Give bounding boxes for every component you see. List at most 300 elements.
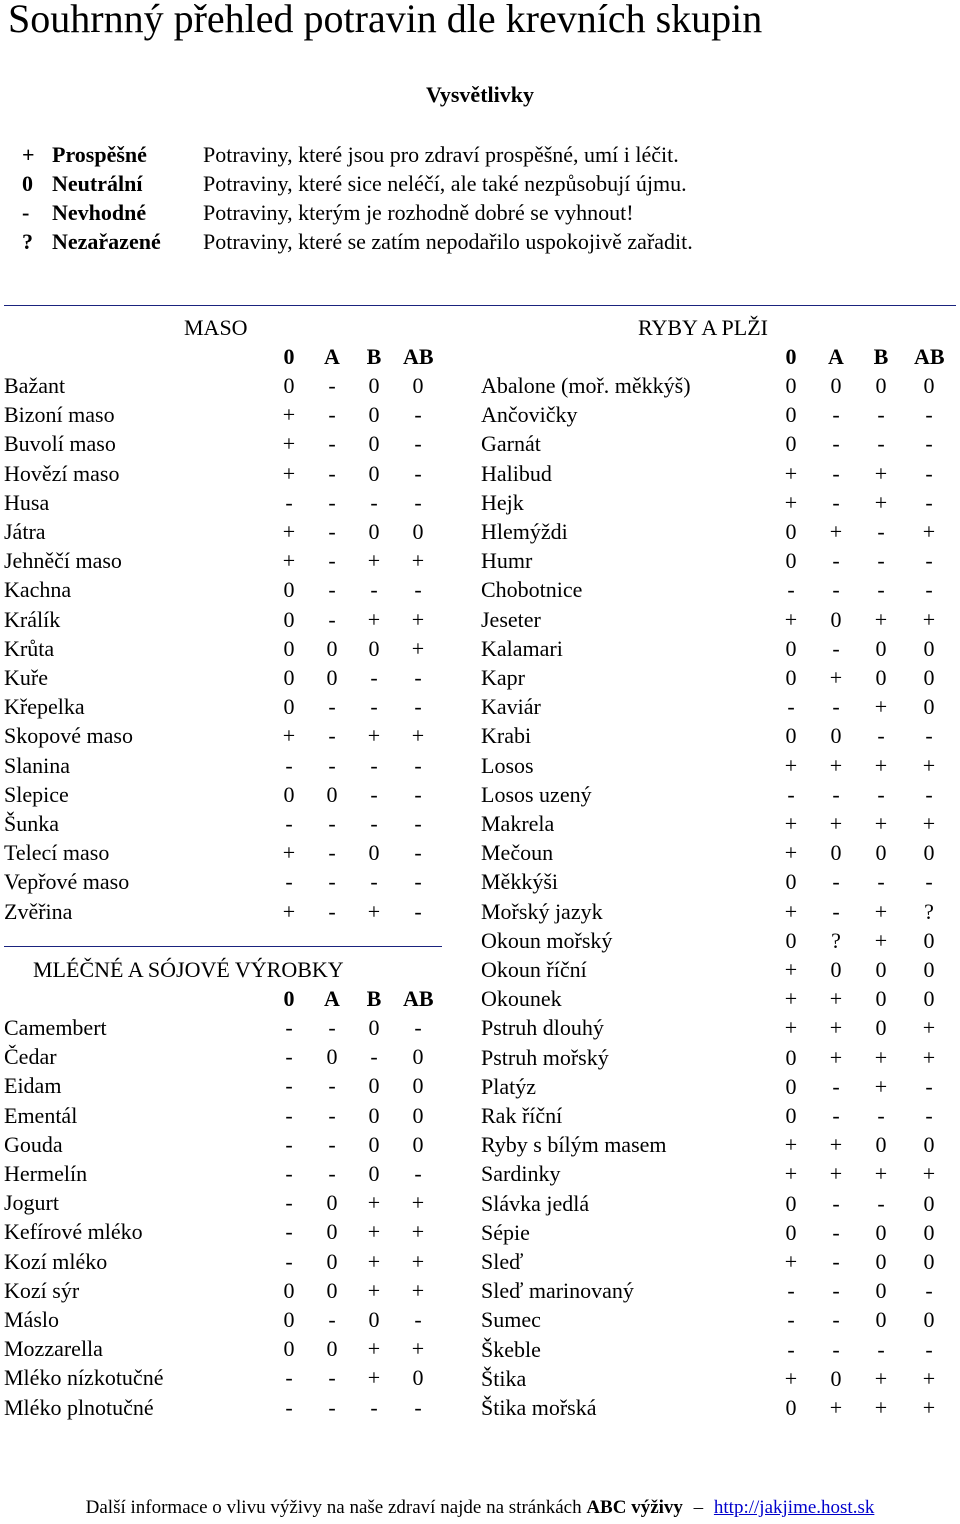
rating-cell: - xyxy=(285,1073,293,1099)
food-name: Jogurt xyxy=(4,1190,59,1216)
rating-cell: + xyxy=(784,986,798,1012)
rating-cell: 0 xyxy=(923,1249,935,1274)
rating-cell: - xyxy=(414,840,422,866)
rating-cell: + xyxy=(784,811,798,836)
rating-cell: + xyxy=(282,431,296,457)
rating-cell: + xyxy=(829,519,843,544)
rating-cell: 0 xyxy=(923,1190,935,1216)
rating-cell: - xyxy=(832,869,840,895)
rating-cell: - xyxy=(877,781,885,807)
rating-cell: + xyxy=(784,1015,798,1041)
rating-cell: 0 xyxy=(785,1044,797,1070)
food-name: Mořský jazyk xyxy=(481,898,603,924)
rating-cell: - xyxy=(328,1161,336,1186)
rating-cell: + xyxy=(784,460,798,486)
food-name: Slávka jedlá xyxy=(481,1190,590,1216)
rating-cell: - xyxy=(328,723,336,749)
rating-cell: 0 xyxy=(368,431,380,457)
rating-cell: + xyxy=(922,1395,936,1420)
rating-cell: 0 xyxy=(283,1307,295,1332)
rating-cell: 0 xyxy=(368,1307,380,1332)
rating-cell: 0 xyxy=(923,957,935,982)
food-name: Gouda xyxy=(4,1131,63,1157)
food-name: Husa xyxy=(4,489,50,515)
food-name: Buvolí maso xyxy=(4,431,116,457)
rating-cell: 0 xyxy=(368,1102,380,1128)
legend-symbol: 0 xyxy=(22,171,33,196)
rating-cell: - xyxy=(285,1248,293,1274)
rating-cell: 0 xyxy=(368,1073,380,1099)
rating-cell: + xyxy=(784,1365,798,1391)
rating-cell: + xyxy=(784,606,798,632)
rating-cell: + xyxy=(874,1073,888,1099)
rating-cell: - xyxy=(832,1073,840,1099)
rating-cell: + xyxy=(922,1015,936,1041)
section-title-ryby: RYBY A PLŽI xyxy=(638,315,768,340)
rating-cell: - xyxy=(328,1102,336,1128)
rating-cell: 0 xyxy=(412,1131,424,1157)
food-name: Křepelka xyxy=(4,694,85,720)
food-name: Kefírové mléko xyxy=(4,1219,143,1245)
rating-cell: - xyxy=(328,840,336,866)
rating-cell: - xyxy=(832,577,840,603)
rating-cell: - xyxy=(832,402,840,428)
food-name: Sardinky xyxy=(481,1161,561,1187)
food-name: Vepřové maso xyxy=(4,869,130,895)
legend-symbol: + xyxy=(22,142,35,167)
rating-cell: + xyxy=(411,635,425,661)
rating-cell: - xyxy=(414,752,422,778)
rating-cell: 0 xyxy=(283,635,295,661)
food-name: Šunka xyxy=(4,811,59,836)
rating-cell: 0 xyxy=(785,1395,797,1420)
rating-cell: - xyxy=(285,489,293,515)
rating-cell: 0 xyxy=(785,1190,797,1216)
rating-cell: - xyxy=(925,489,933,515)
rating-cell: - xyxy=(285,811,293,836)
rating-cell: - xyxy=(787,1336,795,1362)
rating-cell: 0 xyxy=(368,1161,380,1186)
rating-cell: 0 xyxy=(283,665,295,690)
rating-cell: + xyxy=(411,723,425,749)
rating-cell: 0 xyxy=(830,606,842,632)
rating-cell: - xyxy=(832,1249,840,1274)
legend-name: Nevhodné xyxy=(52,200,147,225)
rating-cell: + xyxy=(282,840,296,866)
rating-cell: 0 xyxy=(412,1365,424,1391)
rating-cell: + xyxy=(784,1132,798,1158)
food-name: Kalamari xyxy=(481,635,563,661)
rating-cell: - xyxy=(285,752,293,778)
food-name: Sépie xyxy=(481,1219,530,1245)
food-name: Játra xyxy=(4,519,46,544)
rating-cell: + xyxy=(411,1336,425,1362)
rating-cell: - xyxy=(370,577,378,603)
rating-cell: 0 xyxy=(785,723,797,749)
rating-cell: - xyxy=(832,781,840,807)
rating-cell: 0 xyxy=(326,1219,338,1245)
food-name: Kozí sýr xyxy=(4,1277,80,1303)
rating-cell: - xyxy=(787,1278,795,1304)
food-name: Hermelín xyxy=(4,1161,88,1186)
rating-cell: 0 xyxy=(368,460,380,486)
food-name: Losos uzený xyxy=(481,781,592,807)
legend-symbol: ? xyxy=(22,229,33,254)
food-name: Slepice xyxy=(4,781,69,807)
rating-cell: - xyxy=(285,1131,293,1157)
food-name: Kachna xyxy=(4,577,72,603)
rating-cell: - xyxy=(787,1307,795,1333)
rating-cell: - xyxy=(877,548,885,574)
rating-cell: - xyxy=(414,431,422,457)
rating-cell: - xyxy=(832,548,840,574)
rating-cell: + xyxy=(874,1044,888,1070)
rating-cell: + xyxy=(922,1044,936,1070)
rating-cell: 0 xyxy=(923,927,935,953)
rating-cell: + xyxy=(829,1132,843,1158)
food-name: Rak říční xyxy=(481,1103,563,1128)
food-name: Losos xyxy=(481,752,534,778)
rating-cell: + xyxy=(829,1161,843,1187)
food-name: Pstruh dlouhý xyxy=(481,1015,604,1041)
rating-cell: - xyxy=(414,577,422,603)
rating-cell: - xyxy=(328,694,336,720)
blood-group-label: AB xyxy=(403,986,434,1011)
food-name: Makrela xyxy=(481,811,555,836)
rating-cell: - xyxy=(328,548,336,574)
rating-cell: + xyxy=(282,402,296,428)
rating-cell: + xyxy=(282,548,296,574)
rating-cell: - xyxy=(925,869,933,895)
rating-cell: - xyxy=(370,694,378,720)
food-name: Čedar xyxy=(4,1044,57,1070)
rating-cell: - xyxy=(328,752,336,778)
food-name: Bažant xyxy=(4,373,66,398)
rating-cell: - xyxy=(328,1131,336,1157)
blood-group-label: A xyxy=(828,344,844,369)
section-title-maso: MASO xyxy=(184,315,248,340)
rating-cell: - xyxy=(285,869,293,895)
rating-cell: - xyxy=(877,577,885,603)
rating-cell: 0 xyxy=(785,373,797,398)
rating-cell: - xyxy=(925,723,933,749)
rating-cell: - xyxy=(877,519,885,544)
rating-cell: - xyxy=(832,898,840,924)
rating-cell: ? xyxy=(924,898,934,924)
rating-cell: - xyxy=(877,402,885,428)
food-name: Máslo xyxy=(4,1307,59,1332)
rating-cell: 0 xyxy=(283,577,295,603)
food-name: Štika xyxy=(481,1365,527,1391)
rating-cell: 0 xyxy=(875,1249,887,1274)
legend-name: Neutrální xyxy=(52,171,143,196)
rating-cell: - xyxy=(877,431,885,457)
rating-cell: 0 xyxy=(368,1131,380,1157)
rating-cell: - xyxy=(832,431,840,457)
blood-group-label: A xyxy=(324,986,340,1011)
rating-cell: - xyxy=(285,1219,293,1245)
rating-cell: 0 xyxy=(830,723,842,749)
rating-cell: 0 xyxy=(412,1073,424,1099)
rating-cell: + xyxy=(874,489,888,515)
rating-cell: 0 xyxy=(326,1044,338,1070)
rating-cell: - xyxy=(925,781,933,807)
rating-cell: - xyxy=(877,1336,885,1362)
rating-cell: - xyxy=(832,489,840,515)
rating-cell: 0 xyxy=(785,1103,797,1128)
rating-cell: - xyxy=(370,869,378,895)
rating-cell: - xyxy=(328,1307,336,1332)
footer xyxy=(0,1495,960,1521)
footer-text: Další informace o vlivu výživy na naše zdraví najde na stránkách xyxy=(85,1497,582,1518)
food-name: Camembert xyxy=(4,1015,107,1040)
rating-cell: 0 xyxy=(283,781,295,807)
rating-cell: + xyxy=(367,1190,381,1216)
rating-cell: 0 xyxy=(785,869,797,895)
rating-cell: + xyxy=(922,752,936,778)
rating-cell: + xyxy=(874,1161,888,1187)
rating-cell: - xyxy=(414,1161,422,1186)
rating-cell: - xyxy=(328,373,336,398)
rating-cell: - xyxy=(328,489,336,515)
rating-cell: + xyxy=(829,1044,843,1070)
rating-cell: + xyxy=(367,606,381,632)
rating-cell: + xyxy=(367,1219,381,1245)
rating-cell: + xyxy=(922,606,936,632)
rating-cell: + xyxy=(367,898,381,924)
rating-cell: - xyxy=(370,665,378,690)
food-name: Mléko plnotučné xyxy=(4,1394,154,1420)
rating-cell: - xyxy=(414,898,422,924)
food-name: Garnát xyxy=(481,431,541,457)
rating-cell: 0 xyxy=(412,1044,424,1070)
rating-cell: - xyxy=(328,519,336,544)
rating-cell: + xyxy=(784,752,798,778)
legend-desc: Potraviny, které sice neléčí, ale také nezpůsobují újmu. xyxy=(203,171,687,196)
rating-cell: + xyxy=(784,1161,798,1187)
rating-cell: 0 xyxy=(923,840,935,866)
legend-name: Nezařazené xyxy=(52,229,161,254)
rating-cell: - xyxy=(328,431,336,457)
rating-cell: 0 xyxy=(923,635,935,661)
food-name: Ančovičky xyxy=(481,402,578,428)
rating-cell: - xyxy=(877,1190,885,1216)
divider-middle xyxy=(4,946,442,947)
food-name: Okounek xyxy=(481,986,562,1012)
rating-cell: 0 xyxy=(412,373,424,398)
rating-cell: + xyxy=(829,986,843,1012)
food-name: Okoun říční xyxy=(481,957,587,982)
rating-cell: + xyxy=(829,1395,843,1420)
rating-cell: - xyxy=(285,1102,293,1128)
rating-cell: 0 xyxy=(923,665,935,690)
rating-cell: - xyxy=(328,811,336,836)
footer-link[interactable]: http://jakjime.host.sk xyxy=(713,1497,875,1518)
rating-cell: - xyxy=(414,1394,422,1420)
rating-cell: 0 xyxy=(368,373,380,398)
rating-cell: - xyxy=(328,898,336,924)
rating-cell: 0 xyxy=(923,373,935,398)
food-name: Hlemýždi xyxy=(481,519,568,544)
rating-cell: - xyxy=(285,1190,293,1216)
rating-cell: - xyxy=(414,665,422,690)
food-name: Jeseter xyxy=(481,606,541,632)
food-name: Mečoun xyxy=(481,840,554,866)
blood-group-label: B xyxy=(366,344,382,369)
rating-cell: + xyxy=(282,723,296,749)
rating-cell: 0 xyxy=(326,781,338,807)
rating-cell: - xyxy=(832,694,840,720)
rating-cell: + xyxy=(367,1277,381,1303)
food-name: Králík xyxy=(4,606,61,632)
food-name: Humr xyxy=(481,548,533,574)
food-name: Sumec xyxy=(481,1307,541,1333)
rating-cell: 0 xyxy=(412,519,424,544)
rating-cell: 0 xyxy=(283,373,295,398)
rating-cell: + xyxy=(829,811,843,836)
rating-cell: - xyxy=(832,1219,840,1245)
rating-cell: 0 xyxy=(785,1073,797,1099)
blood-group-label: 0 xyxy=(283,344,295,369)
rating-cell: - xyxy=(832,635,840,661)
rating-cell: 0 xyxy=(830,840,842,866)
rating-cell: + xyxy=(784,489,798,515)
rating-cell: - xyxy=(285,1394,293,1420)
rating-cell: + xyxy=(784,840,798,866)
rating-cell: - xyxy=(328,1394,336,1420)
rating-cell: - xyxy=(328,577,336,603)
rating-cell: + xyxy=(829,752,843,778)
rating-cell: - xyxy=(370,1394,378,1420)
rating-cell: - xyxy=(925,1336,933,1362)
rating-cell: 0 xyxy=(785,548,797,574)
rating-cell: + xyxy=(282,898,296,924)
rating-cell: - xyxy=(414,489,422,515)
divider-top xyxy=(4,305,956,306)
rating-cell: 0 xyxy=(283,1336,295,1362)
rating-cell: - xyxy=(925,402,933,428)
rating-cell: 0 xyxy=(875,1015,887,1041)
food-name: Bizoní maso xyxy=(4,402,115,428)
rating-cell: - xyxy=(832,1336,840,1362)
rating-cell: + xyxy=(784,898,798,924)
food-name: Kozí mléko xyxy=(4,1248,108,1274)
rating-cell: + xyxy=(922,519,936,544)
rating-cell: 0 xyxy=(785,927,797,953)
rating-cell: ? xyxy=(831,927,841,953)
rating-cell: - xyxy=(414,781,422,807)
rating-cell: 0 xyxy=(283,606,295,632)
rating-cell: 0 xyxy=(283,694,295,720)
rating-cell: - xyxy=(370,1044,378,1070)
food-name: Měkkýši xyxy=(481,869,558,895)
food-name: Telecí maso xyxy=(4,840,110,866)
rating-cell: 0 xyxy=(326,1277,338,1303)
blood-group-label: AB xyxy=(403,344,434,369)
rating-cell: 0 xyxy=(875,1132,887,1158)
rating-cell: + xyxy=(367,1336,381,1362)
rating-cell: + xyxy=(411,548,425,574)
rating-cell: - xyxy=(414,1015,422,1040)
rating-cell: - xyxy=(925,548,933,574)
rating-cell: + xyxy=(922,811,936,836)
page-title: Souhrnný přehled potravin dle krevních skupin xyxy=(8,0,763,41)
rating-cell: - xyxy=(370,811,378,836)
rating-cell: - xyxy=(832,1307,840,1333)
footer-dash: – xyxy=(693,1497,704,1518)
rating-cell: + xyxy=(874,1365,888,1391)
rating-cell: 0 xyxy=(785,635,797,661)
legend-desc: Potraviny, kterým je rozhodně dobré se vyhnout! xyxy=(203,200,634,225)
rating-cell: 0 xyxy=(368,840,380,866)
rating-cell: + xyxy=(874,898,888,924)
blood-group-label: A xyxy=(324,344,340,369)
blood-group-label: 0 xyxy=(283,986,295,1011)
rating-cell: 0 xyxy=(830,373,842,398)
rating-cell: - xyxy=(414,811,422,836)
food-name: Slanina xyxy=(4,752,70,778)
rating-cell: - xyxy=(285,1015,293,1040)
rating-cell: + xyxy=(282,519,296,544)
rating-cell: 0 xyxy=(785,402,797,428)
rating-cell: 0 xyxy=(368,635,380,661)
rating-cell: 0 xyxy=(326,1336,338,1362)
rating-cell: - xyxy=(328,1365,336,1391)
rating-cell: + xyxy=(874,1395,888,1420)
food-name: Ryby s bílým masem xyxy=(481,1132,667,1158)
rating-cell: + xyxy=(411,606,425,632)
rating-cell: + xyxy=(829,665,843,690)
rating-cell: + xyxy=(784,1249,798,1274)
rating-cell: - xyxy=(328,1015,336,1040)
rating-cell: - xyxy=(925,577,933,603)
rating-cell: 0 xyxy=(875,986,887,1012)
rating-cell: - xyxy=(787,781,795,807)
rating-cell: - xyxy=(925,431,933,457)
food-name: Sleď xyxy=(481,1249,524,1274)
rating-cell: 0 xyxy=(923,1132,935,1158)
rating-cell: - xyxy=(832,1278,840,1304)
rating-cell: - xyxy=(328,1073,336,1099)
rating-cell: 0 xyxy=(326,665,338,690)
legend-desc: Potraviny, které jsou pro zdraví prospěšné, umí i léčit. xyxy=(203,142,679,167)
rating-cell: 0 xyxy=(412,1102,424,1128)
rating-cell: - xyxy=(925,460,933,486)
food-name: Krabi xyxy=(481,723,532,749)
legend-name: Prospěšné xyxy=(52,142,147,167)
rating-cell: 0 xyxy=(923,986,935,1012)
rating-cell: 0 xyxy=(785,431,797,457)
rating-cell: + xyxy=(367,1248,381,1274)
rating-cell: + xyxy=(922,1161,936,1187)
rating-cell: 0 xyxy=(326,1248,338,1274)
rating-cell: 0 xyxy=(875,957,887,982)
rating-cell: + xyxy=(282,460,296,486)
rating-cell: + xyxy=(784,957,798,982)
rating-cell: - xyxy=(787,694,795,720)
rating-cell: + xyxy=(874,606,888,632)
rating-cell: 0 xyxy=(875,635,887,661)
rating-cell: 0 xyxy=(326,635,338,661)
rating-cell: 0 xyxy=(785,665,797,690)
rating-cell: 0 xyxy=(875,373,887,398)
rating-cell: - xyxy=(414,460,422,486)
rating-cell: - xyxy=(285,1044,293,1070)
legend-desc: Potraviny, které se zatím nepodařilo uspokojivě zařadit. xyxy=(203,229,693,254)
food-name: Krůta xyxy=(4,635,55,661)
rating-cell: 0 xyxy=(368,1015,380,1040)
rating-cell: 0 xyxy=(368,519,380,544)
